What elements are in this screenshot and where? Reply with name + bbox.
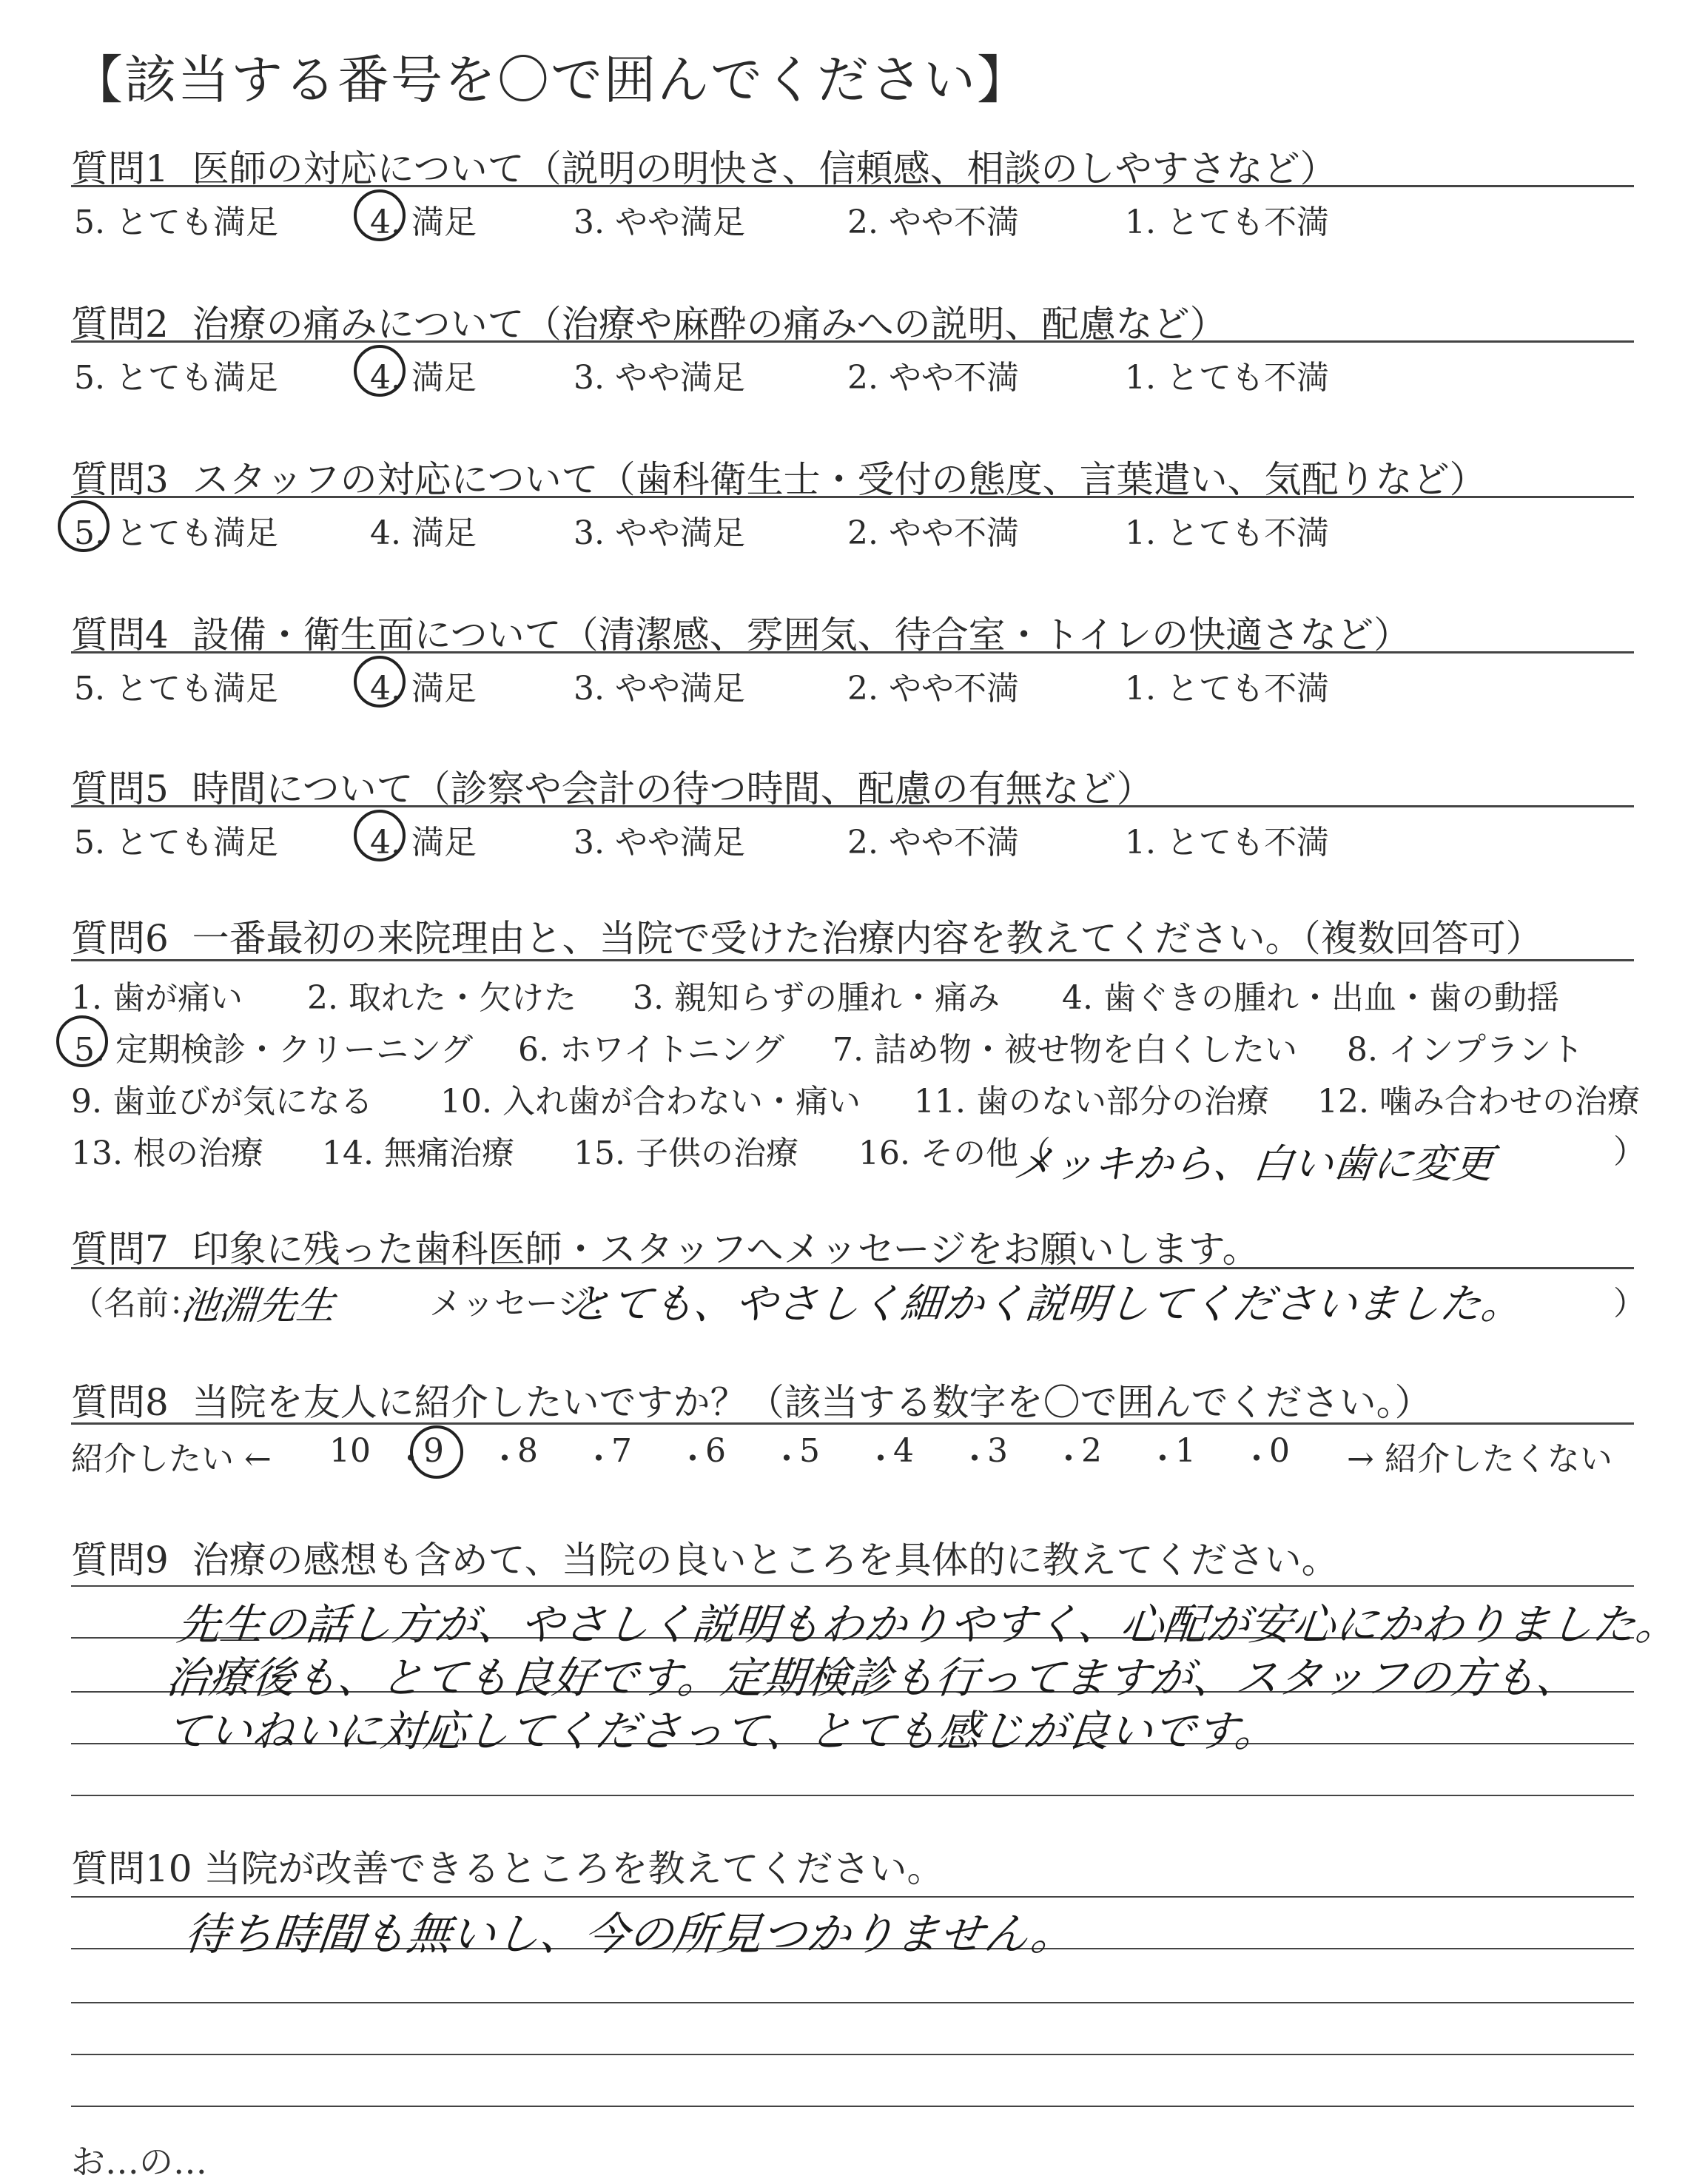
q1-option-1: 1. とても不満 [1125,204,1329,241]
q3-option-5: 5. とても満足 [74,514,278,552]
q6-option-10: 10. 入れ歯が合わない・痛い [440,1083,861,1120]
q2-circle-mark [354,345,406,397]
q3-label: 質問3 [71,458,169,501]
q9-label: 質問9 [71,1539,169,1582]
q7-text: 印象に残った歯科医師・スタッフへメッセージをお願いします。 [192,1228,1260,1271]
q8-scale-dot: ・ [958,1440,991,1478]
q8-scale-2: 2 [1081,1432,1102,1470]
q10-writing-line [71,2054,1634,2055]
q6-label: 質問6 [71,917,169,960]
q8-scale-6: 6 [705,1432,726,1470]
q6-option-13: 13. 根の治療 [71,1135,263,1172]
q9-writing-line [71,1795,1634,1796]
q6-option-2: 2. 取れた・欠けた [307,979,576,1017]
q4-circle-mark [354,656,406,708]
q3-option-3: 3. やや満足 [574,514,745,552]
q8-left-label: 紹介したい ← [71,1440,272,1478]
q6-other-close: ） [1613,1133,1646,1171]
q1-option-4: 4. 満足 [370,204,477,241]
footer-text: お…の… [71,2142,207,2182]
q7-name-label: （名前： [71,1285,201,1323]
q10-handwritten-line: 待ち時間も無いし、今の所見つかりません。 [181,1909,1078,1960]
q5-option-5: 5. とても満足 [74,824,278,861]
q6-option-3: 3. 親知らずの腫れ・痛み [633,979,1000,1017]
q2-option-3: 3. やや満足 [574,359,745,397]
q10-heading [71,1839,944,1892]
q8-circle-mark [410,1425,463,1479]
q5-option-2: 2. やや不満 [847,824,1019,861]
q1-option-3: 3. やや満足 [574,204,745,241]
q6-option-16: 16. その他（ [858,1135,1051,1172]
q8-scale-1: 1 [1175,1432,1196,1470]
q6-option-15: 15. 子供の治療 [574,1135,798,1172]
q8-scale-0: 0 [1269,1432,1290,1470]
q6-option-14: 14. 無痛治療 [322,1135,514,1172]
q8-scale-dot: ・ [1240,1440,1273,1478]
q2-label: 質問2 [71,303,169,346]
q1-label: 質問1 [71,147,169,190]
q9-heading [71,1531,1339,1584]
q6-rule [71,959,1634,961]
q8-rule [71,1422,1634,1425]
q6-option-5: 5. 定期検診・クリーニング [74,1031,474,1069]
q9-handwritten-line: 先生の話し方が、やさしく説明もわかりやすく、心配が安心にかわりました。 [174,1599,1681,1650]
q8-scale-dot: ・ [1052,1440,1085,1478]
q1-text: 医師の対応について（説明の明快さ、信頼感、相談のしやすさなど） [192,147,1337,190]
q8-scale-8: 8 [517,1432,538,1470]
q6-option-11: 11. 歯のない部分の治療 [914,1083,1269,1120]
q3-text: スタッフの対応について（歯科衛生士・受付の態度、言葉遣い、気配りなど） [192,458,1487,501]
page-title: 【該当する番号を〇で囲んでください】 [71,50,1030,110]
q5-option-3: 3. やや満足 [574,824,745,861]
q8-scale-dot: ・ [582,1440,615,1478]
q7-rule [71,1267,1634,1269]
q6-heading [71,909,1543,962]
q2-option-4: 4. 満足 [370,359,477,397]
q4-rule [71,651,1634,653]
q8-scale-4: 4 [893,1432,914,1470]
q6-option-1: 1. 歯が痛い [71,979,243,1017]
q6-option-8: 8. インプラント [1347,1031,1584,1069]
q2-option-5: 5. とても満足 [74,359,278,397]
q8-scale-9: 9 [423,1432,444,1470]
q3-option-2: 2. やや不満 [847,514,1019,552]
q4-option-2: 2. やや不満 [847,670,1019,708]
q8-scale-dot: ・ [488,1440,521,1478]
q2-option-2: 2. やや不満 [847,359,1019,397]
q4-option-3: 3. やや満足 [574,670,745,708]
q6-option-9: 9. 歯並びが気になる [71,1083,373,1120]
q6-option-7: 7. 詰め物・被せ物を白くしたい [833,1031,1297,1069]
q7-label: 質問7 [71,1228,169,1271]
q10-text: 当院が改善できるところを教えてください。 [204,1847,944,1890]
q8-right-label: → 紹介したくない [1347,1440,1612,1478]
q7-heading [71,1220,1260,1273]
q6-text: 一番最初の来院理由と、当院で受けた治療内容を教えてください。（複数回答可） [192,917,1543,960]
q6-circle-mark [56,1015,108,1067]
q4-option-4: 4. 満足 [370,670,477,708]
q6-option-4: 4. 歯ぐきの腫れ・出血・歯の動揺 [1062,979,1559,1017]
q9-handwritten-line: ていねいに対応してくださって、とても感じが良いです。 [163,1706,1281,1756]
q5-option-4: 4. 満足 [370,824,477,861]
q2-text: 治療の痛みについて（治療や麻酔の痛みへの説明、配慮など） [192,303,1227,346]
q10-writing-line [71,2106,1634,2107]
q8-scale-3: 3 [987,1432,1008,1470]
q10-writing-line [71,1896,1634,1898]
q3-circle-mark [58,500,110,552]
q9-text: 治療の感想も含めて、当院の良いところを具体的に教えてください。 [192,1539,1339,1582]
q2-rule [71,340,1634,343]
q2-option-1: 1. とても不満 [1125,359,1329,397]
q1-circle-mark [354,189,406,241]
q3-option-4: 4. 満足 [370,514,477,552]
q1-option-2: 2. やや不満 [847,204,1019,241]
q7-message-label: メッセージ： [429,1285,623,1323]
q3-rule [71,496,1634,498]
q3-option-1: 1. とても不満 [1125,514,1329,552]
q8-scale-dot: ・ [770,1440,803,1478]
q5-text: 時間について（診察や会計の待つ時間、配慮の有無など） [192,767,1154,810]
q8-text: 当院を友人に紹介したいですか？（該当する数字を〇で囲んでください。） [192,1381,1432,1424]
q1-option-5: 5. とても満足 [74,204,278,241]
q6-option-6: 6. ホワイトニング [518,1031,785,1069]
q8-scale-7: 7 [611,1432,632,1470]
q8-scale-dot: ・ [676,1440,709,1478]
q4-label: 質問4 [71,614,169,656]
q8-scale-dot: ・ [394,1440,427,1478]
q7-close: ） [1613,1285,1646,1323]
q8-heading [71,1373,1432,1426]
q8-scale-10: 10 [329,1432,371,1470]
q4-option-5: 5. とても満足 [74,670,278,708]
q6-option-12: 12. 噛み合わせの治療 [1317,1083,1640,1120]
q7-name-handwritten: 池淵先生 [178,1284,337,1328]
q4-option-1: 1. とても不満 [1125,670,1329,708]
q10-label: 質問10 [71,1847,192,1890]
q8-scale-5: 5 [799,1432,820,1470]
q7-message-handwritten: とても、やさしく細かく説明してくださいました。 [567,1280,1525,1328]
q6-other-handwritten: メッキから、白い歯に変更 [1011,1140,1496,1187]
q5-circle-mark [354,810,406,861]
q9-writing-line [71,1585,1634,1587]
q4-text: 設備・衛生面について（清潔感、雰囲気、待合室・トイレの快適さなど） [192,614,1411,656]
q5-rule [71,805,1634,807]
q10-writing-line [71,2002,1634,2003]
q5-label: 質問5 [71,767,169,810]
q8-label: 質問8 [71,1381,169,1424]
q9-handwritten-line: 治療後も、とても良好です。定期検診も行ってますが、スタッフの方も、 [163,1653,1582,1703]
q1-rule [71,185,1634,187]
q5-option-1: 1. とても不満 [1125,824,1329,861]
q8-scale-dot: ・ [864,1440,897,1478]
q8-scale-dot: ・ [1146,1440,1179,1478]
